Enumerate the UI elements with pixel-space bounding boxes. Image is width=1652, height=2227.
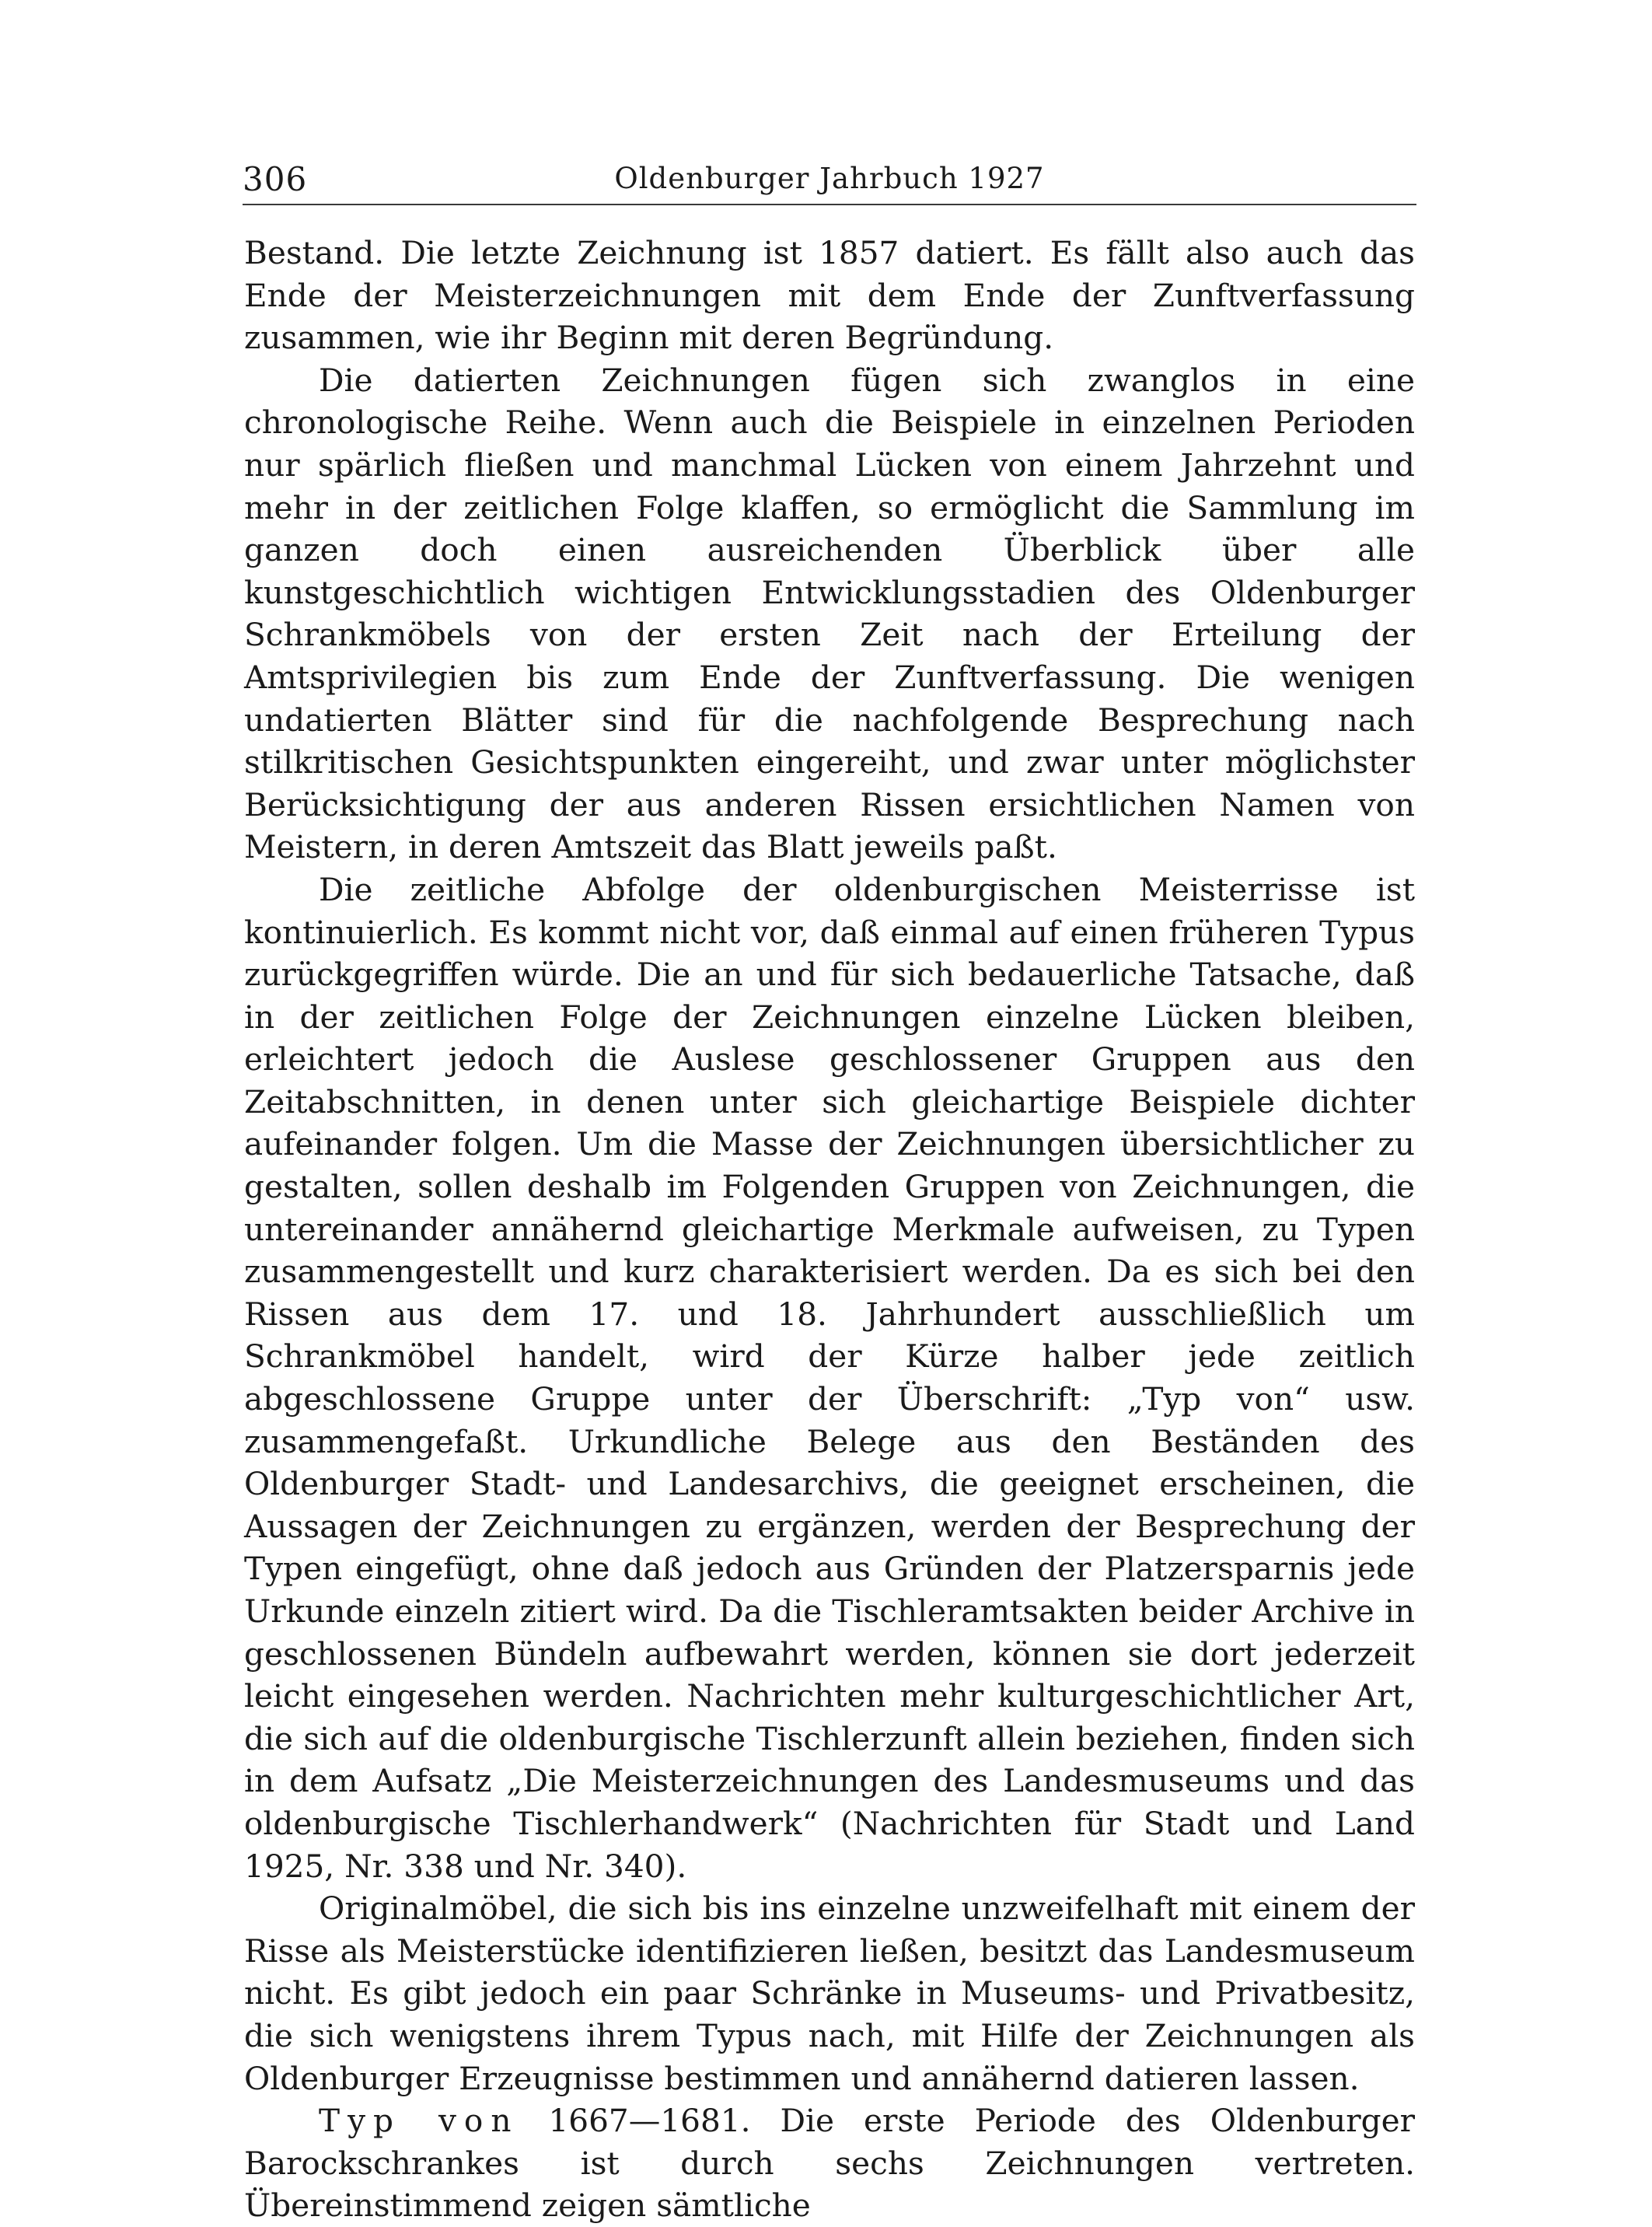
- paragraph-continued: Bestand. Die letzte Zeichnung ist 1857 datiert. Es fällt also auch das Ende der Meisterzeichnungen mit dem Ende der Zunftverfassung zusammen, wie ihr Beginn mit deren Begründung.: [244, 234, 1415, 357]
- paragraph: Die zeitliche Abfolge der oldenburgischen Meisterrisse ist kontinuierlich. Es kommt nicht vor, daß einmal auf einen früheren Typus zurückgegriffen würde. Die an und für sich bedauerliche Tatsache, daß in der zeitlichen Folge der Zeichnungen einzelne Lücken bleiben, erleichtert jedoch die Auslese geschlossener Gruppen aus den Zeitabschnitten, in denen unter sich gleichartige Beispiele dichter aufeinander folgen. Um die Masse der Zeichnungen übersichtlicher zu gestalten, sollen deshalb im Folgenden Gruppen von Zeichnungen, die untereinander annähernd gleichartige Merkmale aufweisen, zu Typen zusammengestellt und kurz charakterisiert werden. Da es sich bei den Rissen aus dem 17. und 18. Jahrhundert ausschließlich um Schrankmöbel handelt, wird der Kürze halber jede zeitlich abgeschlossene Gruppe unter der Überschrift: „Typ von“ usw. zusammengefaßt. Urkundliche Belege aus den Beständen des Oldenburger Stadt- und Landesarchivs, die geeignet erscheinen, die Aussagen der Zeichnungen zu ergänzen, werden der Besprechung der Typen eingefügt, ohne daß jedoch aus Gründen der Platzersparnis jede Urkunde einzeln zitiert wird. Da die Tischleramtsakten beider Archive in geschlossenen Bündeln aufbewahrt werden, können sie dort jederzeit leicht eingesehen werden. Nachrichten mehr kulturgeschichtlicher Art, die sich auf die oldenburgische Tischlerzunft allein beziehen, finden sich in dem Aufsatz „Die Meisterzeichnungen des Landesmuseums und das oldenburgische Tischlerhandwerk“ (Nachrichten für Stadt und Land 1925, Nr. 338 und Nr. 340).: [244, 870, 1415, 1885]
- type-heading-text: 1667—1681. Die erste Periode des Oldenburger Barockschrankes ist durch sechs Zeichnungen vertreten. Übereinstimmend zeigen sämtliche: [244, 2102, 1415, 2225]
- type-heading-lead: Typ von: [319, 2102, 519, 2140]
- paragraph: Originalmöbel, die sich bis ins einzelne unzweifelhaft mit einem der Risse als Meisterstücke identifizieren ließen, besitzt das Landesmuseum nicht. Es gibt jedoch ein paar Schränke in Museums- und Privatbesitz, die sich wenigstens ihrem Typus nach, mit Hilfe der Zeichnungen als Oldenburger Erzeugnisse bestimmen und annähernd datieren lassen.: [244, 1890, 1415, 2097]
- journal-title: Oldenburger Jahrbuch 1927: [614, 162, 1045, 195]
- page-number: 306: [243, 160, 308, 198]
- body-text: [244, 232, 1415, 2227]
- running-head: [243, 160, 1416, 201]
- header-rule: [243, 204, 1416, 205]
- paragraph-type-heading: [244, 2099, 1415, 2227]
- paragraph: Die datierten Zeichnungen fügen sich zwanglos in eine chronologische Reihe. Wenn auch die Beispiele in einzelnen Perioden nur spärlich fließen und manchmal Lücken von einem Jahrzehnt und mehr in der zeitlichen Folge klaffen, so ermöglicht die Sammlung im ganzen doch einen ausreichenden Überblick über alle kunstgeschichtlich wichtigen Entwicklungsstadien des Oldenburger Schrankmöbels von der ersten Zeit nach der Erteilung der Amtsprivilegien bis zum Ende der Zunftverfassung. Die wenigen undatierten Blätter sind für die nachfolgende Besprechung nach stilkritischen Gesichtspunkten eingereiht, und zwar unter möglichster Berücksichtigung der aus anderen Rissen ersichtlichen Namen von Meistern, in deren Amtszeit das Blatt jeweils paßt.: [244, 361, 1415, 866]
